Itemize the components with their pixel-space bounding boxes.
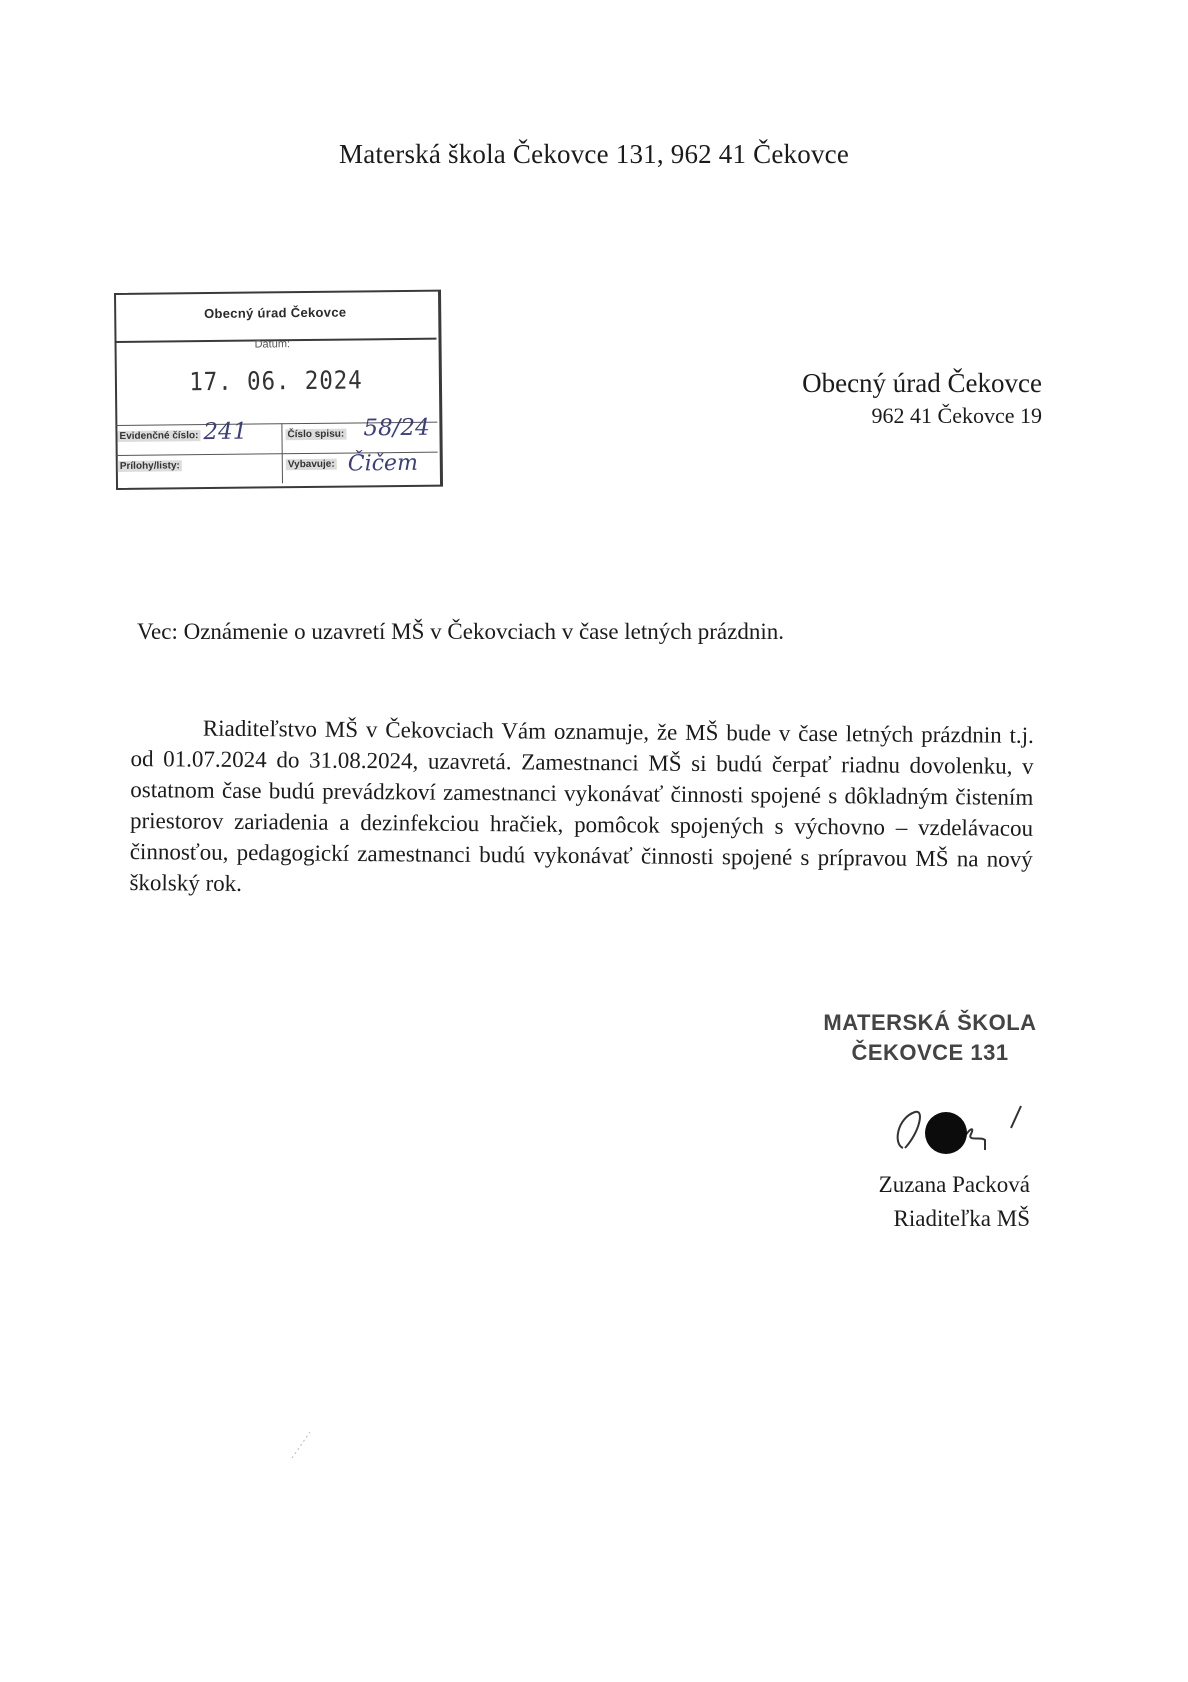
signatory-name: Zuzana Packová	[878, 1172, 1030, 1197]
recipient-address-line: 962 41 Čekovce 19	[871, 403, 1042, 428]
recipient-name: Obecný úrad Čekovce	[802, 368, 1042, 398]
registry-stamp	[114, 290, 442, 490]
signature	[885, 1098, 1035, 1163]
body-paragraph: Riaditeľstvo MŠ v Čekovciach Vám oznamuje, že MŠ bude v čase letných prázdnin t.j. od 01.07.2024 do 31.08.2024, uzavretá. Zamestnanci MŠ si budú čerpať riadnu dovolenku, v ostatnom čase budú prevádzkoví zamestnanci vykonávať činnosti spojené s dôkladným čistením priestorov zariadenia a dezinfekciou hračiek, pomôcok spojených s výchovno – vzdelávacou činnosťou, pedagogickí zamestnanci budú vykonávať činnosti spojené s prípravou MŠ na nový školský rok.	[129, 715, 1034, 896]
redaction-blot	[925, 1112, 967, 1154]
school-stamp-line2: ČEKOVCE 131	[851, 1040, 1009, 1065]
letterhead: Materská škola Čekovce 131, 962 41 Čekovce	[338, 139, 850, 169]
stamp-date: 17. 06. 2024	[189, 365, 363, 397]
stamp-prilohy-label: Prílohy/listy:	[119, 460, 180, 472]
stamp-cislo-spisu-value: 58/24	[363, 414, 430, 442]
signatory-block	[879, 1168, 1030, 1236]
stamp-office: Obecný úrad Čekovce	[204, 304, 347, 322]
stamp-cislo-spisu-label: Číslo spisu:	[287, 428, 345, 441]
stamp-vybavuje-label: Vybavuje:	[287, 458, 335, 471]
signatory-title: Riaditeľka MŠ	[893, 1206, 1030, 1231]
stamp-datum-label: Dátum:	[254, 338, 291, 351]
stamp-evidencne-cislo-value: 241	[203, 418, 248, 446]
school-stamp	[790, 1008, 1070, 1068]
subject-line: Vec: Oznámenie o uzavretí MŠ v Čekovciach v čase letných prázdnin.	[137, 619, 784, 644]
stamp-evidencne-cislo-label: Evidenčné číslo:	[119, 430, 199, 442]
school-stamp-line1: MATERSKÁ ŠKOLA	[823, 1010, 1037, 1035]
scan-speck	[290, 1430, 314, 1460]
stamp-vybavuje-value: Čičem	[347, 450, 419, 477]
recipient-address	[802, 366, 1042, 433]
